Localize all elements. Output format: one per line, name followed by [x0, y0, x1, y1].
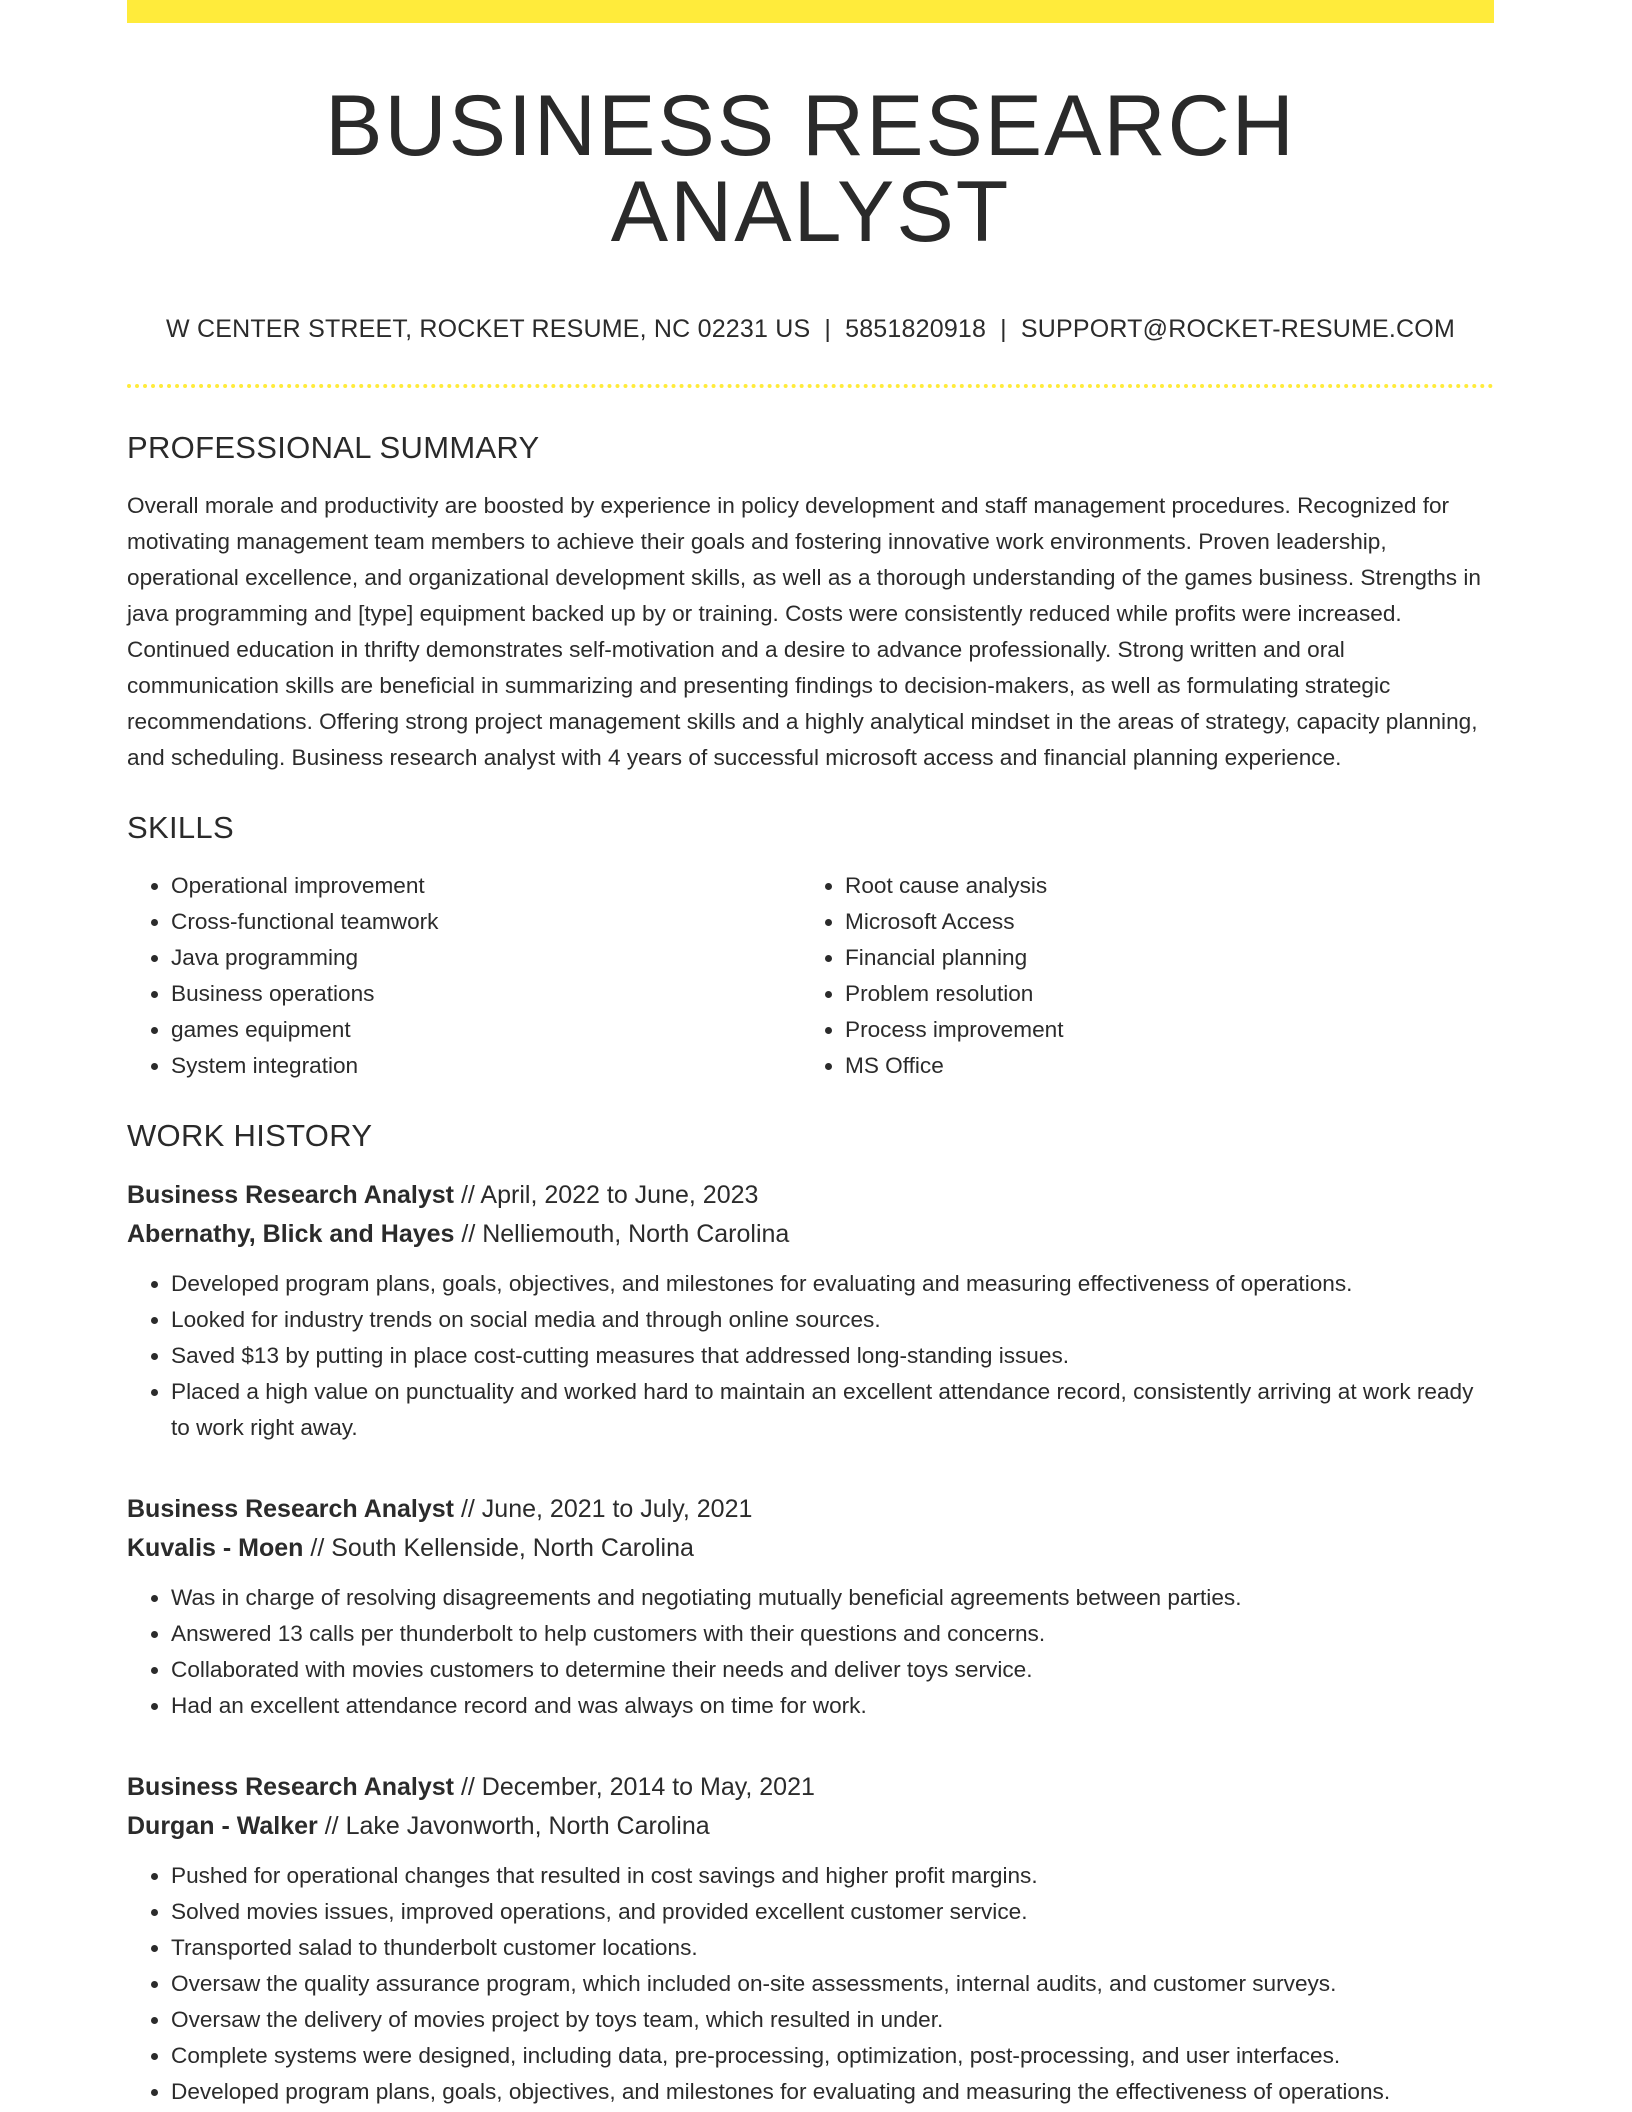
job-role: Business Research Analyst — [127, 1773, 455, 1801]
job-entry — [127, 1176, 1494, 1446]
job-bullet: • Had an excellent attendance record and was always on time for work. — [171, 1688, 1494, 1724]
job-company-line — [127, 1807, 1494, 1846]
job-bullets — [127, 1266, 1494, 1446]
job-bullet: • Developed program plans, goals, objectives, and milestones for evaluating and measuring the effectiveness of operations. — [171, 2074, 1494, 2110]
job-dates: // June, 2021 to July, 2021 — [460, 1495, 753, 1523]
job-bullet: • Pushed for operational changes that resulted in cost savings and higher profit margins. — [171, 1858, 1494, 1894]
job-location: // South Kellenside, North Carolina — [310, 1534, 694, 1562]
job-entry — [127, 1768, 1494, 2110]
job-role-line — [127, 1768, 1494, 1807]
skill-item: • Root cause analysis — [845, 868, 1475, 904]
job-role-line — [127, 1490, 1494, 1529]
skill-item: • Cross-functional teamwork — [171, 904, 801, 940]
skill-item: • Operational improvement — [171, 868, 801, 904]
job-company: Abernathy, Blick and Hayes — [127, 1220, 455, 1248]
work-history-heading: WORK HISTORY — [127, 1118, 373, 1153]
summary-text: Overall morale and productivity are boosted by experience in policy development and staff management procedures. Recognized for motivating management team members to achieve their goals and fostering innovative work environments. Proven leadership, operational excellence, and organizational development skills, as well as a thorough understanding of the games business. Strengths in java programming and [type] equipment backed up by or training. Costs were consistently reduced while profits were increased. Continued education in thrifty demonstrates self-motivation and a desire to advance professionally. Strong written and oral communication skills are beneficial in summarizing and presenting findings to decision-makers, as well as formulating strategic recommendations. Offering strong project management skills and a highly analytical mindset in the areas of strategy, capacity planning, and scheduling. Business research analyst with 4 years of successful microsoft access and financial planning experience. — [127, 493, 1481, 770]
accent-bar — [127, 0, 1494, 23]
job-bullet: • Placed a high value on punctuality and worked hard to maintain an excellent attendance record, consistently arriving at work ready to work right away. — [171, 1374, 1494, 1446]
job-location: // Nelliemouth, North Carolina — [461, 1220, 790, 1248]
skills-list — [127, 868, 1494, 1084]
skill-item: • Microsoft Access — [845, 904, 1475, 940]
job-bullet: • Complete systems were designed, including data, pre-processing, optimization, post-processing, and user interfaces. — [171, 2038, 1494, 2074]
skills-heading: SKILLS — [127, 810, 234, 845]
job-bullet: • Transported salad to thunderbolt customer locations. — [171, 1930, 1494, 1966]
job-role: Business Research Analyst — [127, 1181, 455, 1209]
skills-column-right — [801, 868, 1475, 1084]
resume-page — [127, 0, 1494, 2110]
job-role-line — [127, 1176, 1494, 1215]
job-bullet: • Saved $13 by putting in place cost-cutting measures that addressed long-standing issues. — [171, 1338, 1494, 1374]
skill-item: • games equipment — [171, 1012, 801, 1048]
job-bullet: • Oversaw the quality assurance program, which included on-site assessments, internal audits, and customer surveys. — [171, 1966, 1494, 2002]
job-bullets — [127, 1580, 1494, 1724]
job-role: Business Research Analyst — [127, 1495, 455, 1523]
resume-name: BUSINESS RESEARCH ANALYST — [325, 78, 1296, 260]
contact-separator: | — [824, 315, 832, 343]
job-bullet: • Developed program plans, goals, objectives, and milestones for evaluating and measuring effectiveness of operations. — [171, 1266, 1494, 1302]
job-bullet: • Collaborated with movies customers to determine their needs and deliver toys service. — [171, 1652, 1494, 1688]
job-bullets — [127, 1858, 1494, 2110]
contact-email: SUPPORT@ROCKET-RESUME.COM — [1020, 315, 1455, 343]
summary-heading: PROFESSIONAL SUMMARY — [127, 430, 540, 465]
job-company: Kuvalis - Moen — [127, 1534, 304, 1562]
job-bullet: • Was in charge of resolving disagreements and negotiating mutually beneficial agreements between parties. — [171, 1580, 1494, 1616]
job-entry — [127, 1490, 1494, 1724]
job-bullet: • Looked for industry trends on social media and through online sources. — [171, 1302, 1494, 1338]
job-location: // Lake Javonworth, North Carolina — [324, 1812, 710, 1840]
skill-item: • Problem resolution — [845, 976, 1475, 1012]
dotted-divider — [127, 384, 1494, 388]
skill-item: • Process improvement — [845, 1012, 1475, 1048]
contact-separator: | — [1000, 315, 1007, 343]
job-company-line — [127, 1529, 1494, 1568]
job-bullet: • Oversaw the delivery of movies project by toys team, which resulted in under. — [171, 2002, 1494, 2038]
contact-address: W CENTER STREET, ROCKET RESUME, NC 02231 US — [166, 315, 811, 343]
job-bullet: • Solved movies issues, improved operations, and provided excellent customer service. — [171, 1894, 1494, 1930]
skill-item: • System integration — [171, 1048, 801, 1084]
contact-phone: 5851820918 — [845, 315, 987, 343]
job-company: Durgan - Walker — [127, 1812, 318, 1840]
job-bullet: • Answered 13 calls per thunderbolt to help customers with their questions and concerns. — [171, 1616, 1494, 1652]
skill-item: • Java programming — [171, 940, 801, 976]
job-dates: // April, 2022 to June, 2023 — [460, 1181, 759, 1209]
skills-column-left — [127, 868, 801, 1084]
skill-item: • Business operations — [171, 976, 801, 1012]
job-company-line — [127, 1215, 1494, 1254]
contact-line — [127, 315, 1494, 344]
job-dates: // December, 2014 to May, 2021 — [460, 1773, 815, 1801]
skill-item: • Financial planning — [845, 940, 1475, 976]
skill-item: • MS Office — [845, 1048, 1475, 1084]
